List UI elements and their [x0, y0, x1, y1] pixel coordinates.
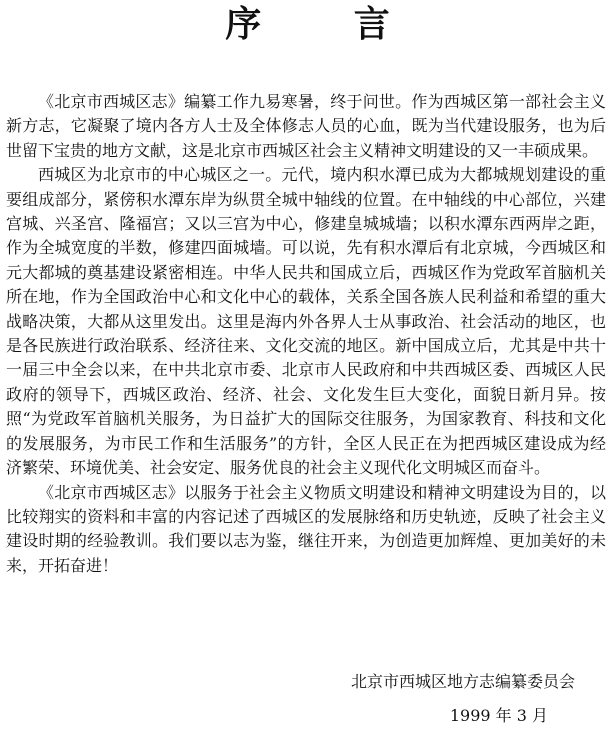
paragraph-2: 西城区为北京市的中心城区之一。元代，境内积水潭已成为大都城规划建设的重要组成部分，紧傍积水潭东岸为纵贯全城中轴线的位置。在中轴线的中心部位，兴建宫城、兴圣宫、隆福宫；又以三宫为中心，修建皇城城墙；以积水潭东西两岸之距，作为全城宽度的半数，修建四面城墙。可以说，先有积水潭后有北京城，今西城区和元大都城的奠基建设紧密相连。中华人民共和国成立后，西城区作为党政军首脑机关所在地，作为全国政治中心和文化中心的载体，关系全国各族人民利益和希望的重大战略决策，大都从这里发出。这里是海内外各界人士从事政治、社会活动的地区，也是各民族进行政治联系、经济往来、文化交流的地区。新中国成立后，尤其是中共十一届三中全会以来，在中共北京市委、北京市人民政府和中共西城区委、西城区人民政府的领导下，西城区政治、经济、社会、文化发生巨大变化，面貌日新月异。按照“为党政军首脑机关服务，为日益扩大的国际交往服务，为国家教育、科技和文化的发展服务，为市民工作和生活服务”的方针，全区人民正在为把西城区建设成为经济繁荣、环境优美、社会安定、服务优良的社会主义现代化文明城区而奋斗。 — [6, 165, 606, 478]
signature-date: 1999 年 3 月 — [449, 706, 548, 725]
page-title: 序 言 — [225, 3, 430, 45]
preface-body — [6, 90, 606, 578]
signature-organization: 北京市西城区地方志编纂委员会 — [350, 672, 575, 691]
paragraph-3: 《北京市西城区志》以服务于社会主义物质文明建设和精神文明建设为目的，以比较翔实的资料和丰富的内容记述了西城区的发展脉络和历史轨迹，反映了社会主义建设时期的经验教训。我们要以志为鉴，继往开来，为创造更加辉煌、更加美好的未来，开拓奋进！ — [6, 482, 606, 575]
paragraph-1: 《北京市西城区志》编纂工作九易寒暑，终于问世。作为西城区第一部社会主义新方志，它凝聚了境内各方人士及全体修志人员的心血，既为当代建设服务，也为后世留下宝贵的地方文献，这是北京市西城区社会主义精神文明建设的又一丰硕成果。 — [6, 92, 606, 160]
